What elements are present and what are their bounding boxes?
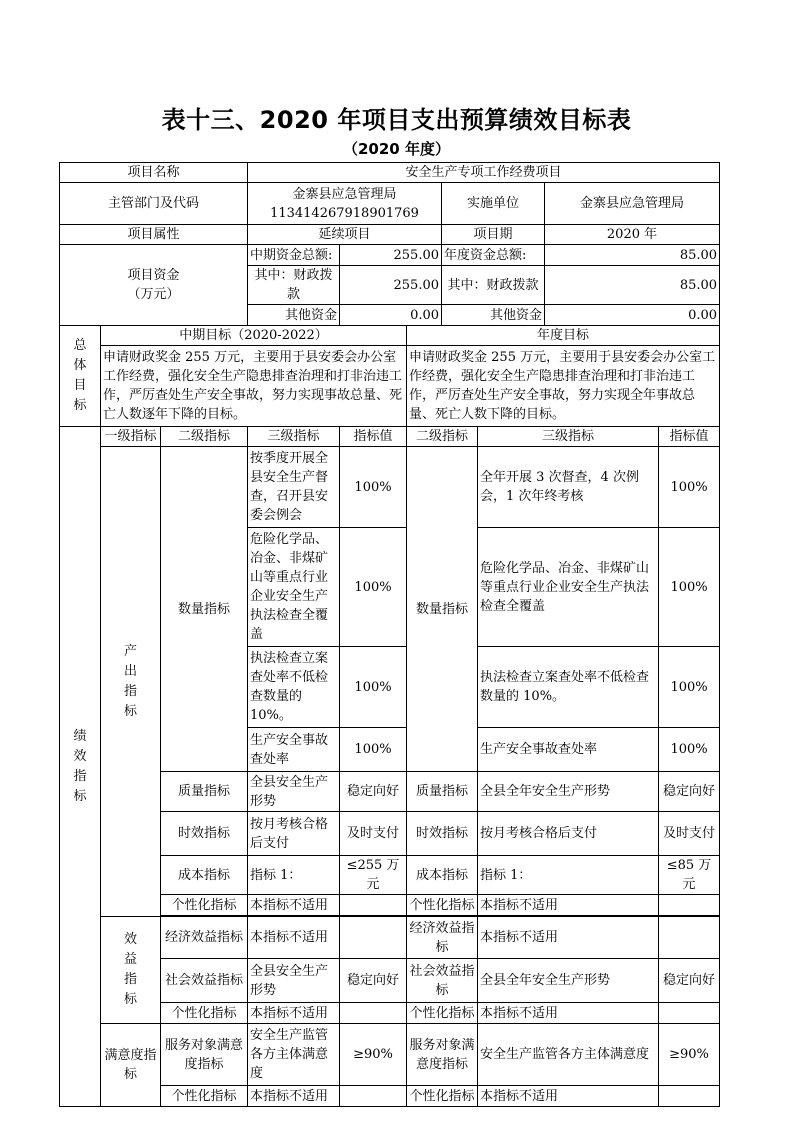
q3-mid-val: 100% [340,647,407,728]
pers3-mid: 本指标不适用 [248,1086,340,1107]
pers2-mid: 本指标不适用 [248,1003,340,1024]
quality-label-b: 质量指标 [407,772,478,812]
cost-year-val: ≤85 万元 [659,856,720,895]
pers1-mid-val [340,895,407,916]
cost-label: 成本指标 [161,856,248,895]
pers1-mid: 本指标不适用 [248,895,340,916]
social-mid: 全县安全生产形势 [248,959,340,1003]
quality-label: 质量指标 [161,772,248,812]
quality-mid-val: 稳定向好 [340,772,407,812]
q1-year-val: 100% [659,447,720,528]
q4-year-val: 100% [659,728,720,772]
service-label-b: 服务对象满意度指标 [407,1024,478,1086]
table-row [60,326,720,346]
q1-mid-val: 100% [340,447,407,528]
quality-mid: 全县安全生产形势 [248,772,340,812]
pers1-year-val [659,895,720,916]
q2-mid: 危险化学品、冶金、非煤矿山等重点行业企业安全生产执法检查全覆盖 [248,528,340,647]
cost-label-b: 成本指标 [407,856,478,895]
service-label: 服务对象满意度指标 [161,1024,248,1086]
goals-side-label [60,326,101,427]
year-fin-value: 85.00 [545,266,720,305]
funds-label [60,245,248,326]
dept-code: 113414267918901769 [270,205,419,221]
mid-other-label: 其他资金 [248,305,340,326]
time-mid: 按月考核合格后支付 [248,812,340,856]
period-value: 2020 年 [545,225,720,245]
period-label: 项目期 [442,225,545,245]
goals-side-text: 总体目标 [73,338,87,413]
col-lvl3: 三级指标 [248,427,340,447]
service-mid: 安全生产监管各方主体满意度 [248,1024,340,1086]
col-lvl3-b: 三级指标 [478,427,659,447]
q3-year-val: 100% [659,647,720,728]
funds-label-line2: （万元） [127,287,180,302]
mid-goal-text: 申请财政奖金 255 万元，主要用于县安委会办公室工作经费，强化安全生产隐患排查治理和打非治违工作，严厉查处生产安全事故，努力实现事故总量、死亡人数逐年下降的目标。 [101,346,407,427]
table-row [60,245,720,266]
page-title: 表十三、2020 年项目支出预算绩效目标表 [161,106,632,134]
attr-value: 延续项目 [248,225,442,245]
social-year-val: 稳定向好 [659,959,720,1003]
table-row [60,346,720,427]
q2-mid-val: 100% [340,528,407,647]
year-goal-header: 年度目标 [407,326,720,346]
benefit-label-text: 效益指标 [123,932,137,1007]
social-label: 社会效益指标 [161,959,248,1003]
time-mid-val: 及时支付 [340,812,407,856]
mid-total-value: 255.00 [340,245,442,266]
perf-side-label [60,427,101,1107]
econ-mid-val [340,917,407,959]
year-other-value: 0.00 [545,305,720,326]
table-row [60,447,720,528]
year-total-value: 85.00 [545,245,720,266]
social-year: 全县全年安全生产形势 [478,959,659,1003]
q4-year: 生产安全事故查处率 [478,728,659,772]
pers2-label: 个性化指标 [161,1003,248,1024]
dept-name: 金寨县应急管理局 [292,186,397,202]
pers1-year: 本指标不适用 [478,895,659,916]
cost-mid-val: ≤255 万元 [340,856,407,895]
benefit-label [101,917,161,1024]
funds-label-line1: 项目资金 [127,268,180,283]
table-row [60,163,720,183]
service-mid-val: ≥90% [340,1024,407,1086]
col-lvl1: 一级指标 [101,427,161,447]
time-year: 按月考核合格后支付 [478,812,659,856]
pers3-mid-val [340,1086,407,1107]
q1-mid: 按季度开展全县安全生产督查，召开县安委会例会 [248,447,340,528]
table-row [60,225,720,245]
mid-total-label: 中期资金总额: [248,245,340,266]
project-name-label: 项目名称 [60,163,248,183]
econ-mid: 本指标不适用 [248,917,340,959]
output-label-text: 产出指标 [123,643,137,719]
pers3-label: 个性化指标 [161,1086,248,1107]
pers2-label-b: 个性化指标 [407,1003,478,1024]
table-row [60,427,720,447]
year-other-label: 其他资金 [442,305,545,326]
dept-value [248,183,442,225]
q4-mid: 生产安全事故查处率 [248,728,340,772]
mid-fin-value: 255.00 [340,266,442,305]
quantity-label-year: 数量指标 [407,447,478,772]
pers2-mid-val [340,1003,407,1024]
mid-other-value: 0.00 [340,305,442,326]
time-year-val: 及时支付 [659,812,720,856]
table-row [60,917,720,959]
pers1-label: 个性化指标 [161,895,248,916]
quantity-label-mid: 数量指标 [161,447,248,772]
pers2-year: 本指标不适用 [478,1003,659,1024]
col-lvl2-b: 二级指标 [407,427,478,447]
output-label [101,447,161,917]
quality-year: 全县全年安全生产形势 [478,772,659,812]
q2-year: 危险化学品、冶金、非煤矿山等重点行业企业安全生产执法检查全覆盖 [478,528,659,647]
service-year: 安全生产监管各方主体满意度 [478,1024,659,1086]
econ-year: 本指标不适用 [478,917,659,959]
year-goal-text: 申请财政奖金 255 万元，主要用于县安委会办公室工作经费，强化安全生产隐患排查治理和打非治违工作，严厉查处生产安全事故，努力实现全年事故总量、死亡人数下降的目标。 [407,346,720,427]
impl-value: 金寨县应急管理局 [545,183,720,225]
q1-year: 全年开展 3 次督查，4 次例会，1 次年终考核 [478,447,659,528]
col-lvl2: 二级指标 [161,427,248,447]
q3-mid: 执法检查立案查处率不低检查数量的 10%。 [248,647,340,728]
q4-mid-val: 100% [340,728,407,772]
table-row [60,183,720,225]
pers1-label-b: 个性化指标 [407,895,478,916]
satisfaction-label: 满意度指标 [101,1024,161,1107]
dept-label: 主管部门及代码 [60,183,248,225]
pers3-year-val [659,1086,720,1107]
year-fin-label: 其中：财政拨款 [442,266,545,305]
econ-label-b: 经济效益指标 [407,917,478,959]
mid-goal-header: 中期目标（2020-2022） [101,326,407,346]
page-subtitle: （2020 年度） [343,140,450,158]
project-name-value: 安全生产专项工作经费项目 [248,163,720,183]
attr-label: 项目属性 [60,225,248,245]
pers2-year-val [659,1003,720,1024]
performance-table [59,162,720,1107]
econ-label: 经济效益指标 [161,917,248,959]
table-row [60,1024,720,1086]
time-label: 时效指标 [161,812,248,856]
col-value-b: 指标值 [659,427,720,447]
q2-year-val: 100% [659,528,720,647]
quality-year-val: 稳定向好 [659,772,720,812]
col-value: 指标值 [340,427,407,447]
social-mid-val: 稳定向好 [340,959,407,1003]
service-year-val: ≥90% [659,1024,720,1086]
pers3-label-b: 个性化指标 [407,1086,478,1107]
econ-year-val [659,917,720,959]
pers3-year: 本指标不适用 [478,1086,659,1107]
perf-side-text: 绩效指标 [73,728,87,804]
impl-label: 实施单位 [442,183,545,225]
q3-year: 执法检查立案查处率不低检查数量的 10%。 [478,647,659,728]
time-label-b: 时效指标 [407,812,478,856]
cost-mid: 指标 1： [248,856,340,895]
mid-fin-label: 其中：财政拨款 [248,266,340,305]
cost-year: 指标 1： [478,856,659,895]
social-label-b: 社会效益指标 [407,959,478,1003]
year-total-label: 年度资金总额: [442,245,545,266]
